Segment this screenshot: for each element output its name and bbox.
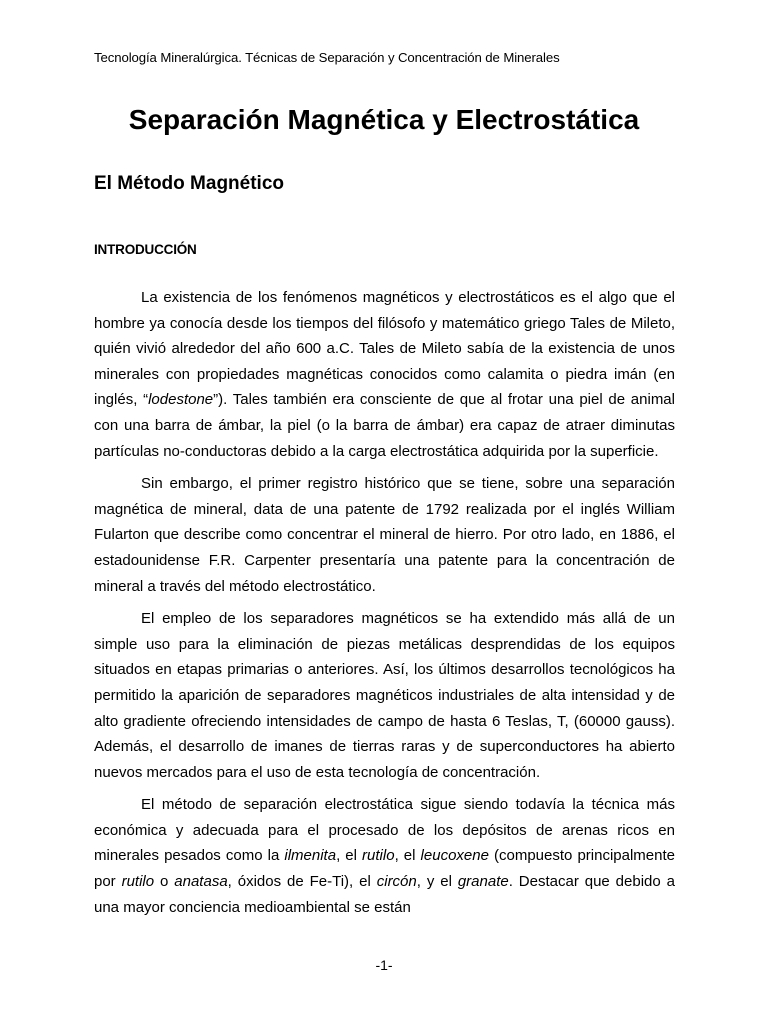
paragraph-4-text-m: , y el — [416, 873, 458, 891]
circon-term: circón — [376, 873, 417, 891]
paragraph-4-text-a: El método de separación electrostática sigue siendo todavía la técnica más económica y adecuada para el procesado de los depósitos de arenas ricos en minerales pesados como la — [94, 796, 675, 865]
section-title: El Método Magnético — [94, 173, 284, 194]
subsection-heading: INTRODUCCIÓN — [94, 242, 197, 257]
lodestone-term: lodestone — [148, 391, 214, 409]
paragraph-1-text-a: La existencia de los fenómenos magnéticos y electrostáticos es el algo que el hombre ya conocía desde los tiempos del filósofo y matemático griego Tales de Mileto, quién vivió alrededor del año 600 a.C. Tales de Mileto sabía de la existencia de unos minerales con propiedades magnéticas conocidos como calamita o piedra imán (en inglés, “ — [94, 289, 675, 409]
paragraph-4-text-g: (compuesto principalmente por — [94, 847, 675, 891]
document-title: Separación Magnética y Electrostática — [128, 104, 640, 135]
page-number: -1- — [375, 957, 393, 973]
paragraph-1-text-c: ”). Tales también era consciente de que al frotar una piel de animal con una barra de ámbar, la piel (o la barra de ámbar) era capaz de atraer diminutas partículas no-conductoras debido a la carga electrostática adquirida por la superficie. — [94, 391, 675, 460]
document-body — [94, 285, 675, 927]
paragraph-4 — [94, 792, 675, 920]
paragraph-1 — [94, 285, 675, 464]
rutilo-term: rutilo — [362, 847, 395, 865]
paragraph-4-text-k: , óxidos de Fe-Ti), el — [227, 873, 377, 891]
rutilo-term-2: rutilo — [121, 873, 155, 891]
paragraph-4-text-c: , el — [336, 847, 363, 865]
running-header: Tecnología Mineralúrgica. Técnicas de Separación y Concentración de Minerales — [94, 50, 560, 65]
leucoxene-term: leucoxene — [420, 847, 489, 865]
granate-term: granate — [457, 873, 509, 891]
paragraph-4-text-o: . Destacar que debido a una mayor conciencia medioambiental se están — [94, 873, 675, 916]
ilmenita-term: ilmenita — [284, 847, 337, 865]
anatasa-term: anatasa — [174, 873, 228, 891]
paragraph-4-text-e: , el — [394, 847, 421, 865]
paragraph-4-text-i: o — [154, 873, 175, 891]
paragraph-2: Sin embargo, el primer registro histórico que se tiene, sobre una separación magnética de mineral, data de una patente de 1792 realizada por el inglés William Fularton que describe como concentrar el mineral de hierro. Por otro lado, en 1886, el estadounidense F.R. Carpenter presentaría una patente para la concentración de mineral a través del método electrostático. — [94, 475, 675, 595]
paragraph-3: El empleo de los separadores magnéticos se ha extendido más allá de un simple uso para la eliminación de piezas metálicas desprendidas de los equipos situados en etapas primarias o anteriores. Así, los últimos desarrollos tecnológicos ha permitido la aparición de separadores magnéticos industriales de alta intensidad y de alto gradiente ofreciendo intensidades de campo de hasta 6 Teslas, T, (60000 gauss). Además, el desarrollo de imanes de tierras raras y de superconductores ha abierto nuevos mercados para el uso de esta tecnología de concentración. — [94, 610, 675, 781]
